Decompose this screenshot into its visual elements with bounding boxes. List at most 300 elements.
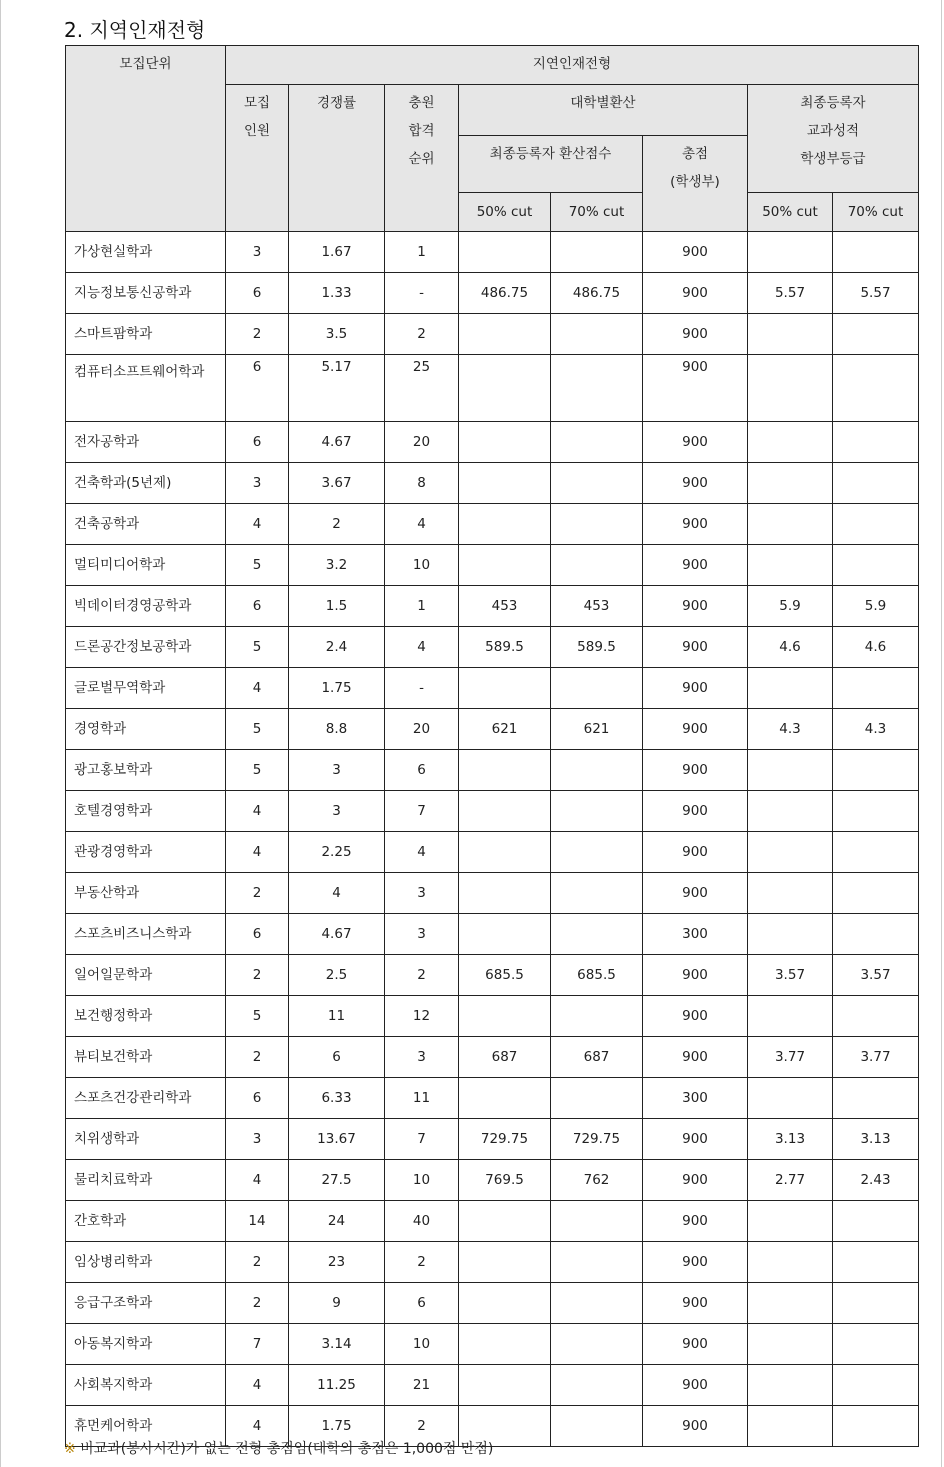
header-quota: 모집 인원	[226, 85, 289, 232]
cell-rank: 4	[385, 832, 459, 873]
cell-total: 900	[643, 750, 748, 791]
cell-quota: 14	[226, 1201, 289, 1242]
header-final-score: 최종등록자 환산점수	[459, 136, 643, 193]
cell-total: 900	[643, 791, 748, 832]
cell-score-cut50	[459, 873, 551, 914]
cell-score-cut50	[459, 355, 551, 422]
cell-quota: 5	[226, 750, 289, 791]
cell-total: 900	[643, 355, 748, 422]
cell-score-cut70	[551, 791, 643, 832]
cell-unit: 임상병리학과	[66, 1242, 226, 1283]
cell-unit: 광고홍보학과	[66, 750, 226, 791]
cell-unit: 경영학과	[66, 709, 226, 750]
table-row	[66, 832, 919, 873]
cell-unit: 빅데이터경영공학과	[66, 586, 226, 627]
table-row	[66, 586, 919, 627]
cell-rank: 6	[385, 1283, 459, 1324]
cell-score-cut50: 486.75	[459, 273, 551, 314]
cell-rate: 1.33	[289, 273, 385, 314]
cell-grade-cut70	[833, 996, 919, 1037]
cell-rank: -	[385, 668, 459, 709]
cell-total: 900	[643, 627, 748, 668]
cell-grade-cut70	[833, 873, 919, 914]
cell-rate: 2.4	[289, 627, 385, 668]
cell-rate: 1.75	[289, 668, 385, 709]
cell-rank: 10	[385, 545, 459, 586]
cell-rank: -	[385, 273, 459, 314]
cell-total: 900	[643, 463, 748, 504]
cell-unit: 컴퓨터소프트웨어학과	[66, 355, 226, 422]
header-score-cut70: 70% cut	[551, 193, 643, 232]
cell-grade-cut50	[748, 996, 833, 1037]
cell-grade-cut70	[833, 232, 919, 273]
cell-quota: 2	[226, 314, 289, 355]
table-row	[66, 232, 919, 273]
cell-total: 900	[643, 1201, 748, 1242]
cell-grade-cut50: 2.77	[748, 1160, 833, 1201]
cell-rank: 20	[385, 709, 459, 750]
cell-quota: 6	[226, 1078, 289, 1119]
cell-unit: 스마트팜학과	[66, 314, 226, 355]
cell-unit: 스포츠건강관리학과	[66, 1078, 226, 1119]
cell-grade-cut70	[833, 545, 919, 586]
cell-quota: 4	[226, 1160, 289, 1201]
table-row	[66, 1201, 919, 1242]
cell-grade-cut50	[748, 750, 833, 791]
cell-grade-cut70: 3.77	[833, 1037, 919, 1078]
header-grade-cut50: 50% cut	[748, 193, 833, 232]
cell-score-cut70: 621	[551, 709, 643, 750]
cell-rate: 3.14	[289, 1324, 385, 1365]
cell-unit: 치위생학과	[66, 1119, 226, 1160]
cell-grade-cut50	[748, 1078, 833, 1119]
cell-rate: 1.75	[289, 1406, 385, 1447]
cell-score-cut50: 589.5	[459, 627, 551, 668]
cell-rate: 8.8	[289, 709, 385, 750]
cell-score-cut70	[551, 463, 643, 504]
cell-rate: 2	[289, 504, 385, 545]
cell-score-cut70	[551, 1283, 643, 1324]
cell-rank: 2	[385, 1406, 459, 1447]
cell-grade-cut50	[748, 668, 833, 709]
cell-score-cut50	[459, 1201, 551, 1242]
cell-grade-cut70	[833, 914, 919, 955]
cell-score-cut50	[459, 914, 551, 955]
cell-rate: 4.67	[289, 422, 385, 463]
cell-rank: 11	[385, 1078, 459, 1119]
cell-grade-cut50	[748, 873, 833, 914]
table-row	[66, 545, 919, 586]
cell-unit: 가상현실학과	[66, 232, 226, 273]
cell-grade-cut50	[748, 1365, 833, 1406]
cell-total: 900	[643, 1037, 748, 1078]
cell-unit: 일어일문학과	[66, 955, 226, 996]
cell-quota: 2	[226, 1242, 289, 1283]
cell-grade-cut70: 4.6	[833, 627, 919, 668]
cell-score-cut50	[459, 545, 551, 586]
cell-score-cut70	[551, 1406, 643, 1447]
table-row	[66, 355, 919, 422]
cell-rate: 24	[289, 1201, 385, 1242]
cell-score-cut70	[551, 873, 643, 914]
cell-total: 900	[643, 1406, 748, 1447]
header-group: 지연인재전형	[226, 46, 919, 85]
cell-quota: 4	[226, 1406, 289, 1447]
header-score-cut50: 50% cut	[459, 193, 551, 232]
cell-score-cut50: 769.5	[459, 1160, 551, 1201]
cell-rank: 2	[385, 314, 459, 355]
cell-grade-cut70	[833, 355, 919, 422]
table-row	[66, 1119, 919, 1160]
cell-unit: 지능정보통신공학과	[66, 273, 226, 314]
cell-quota: 5	[226, 996, 289, 1037]
cell-unit: 건축공학과	[66, 504, 226, 545]
cell-score-cut70: 685.5	[551, 955, 643, 996]
cell-grade-cut50: 3.77	[748, 1037, 833, 1078]
cell-quota: 2	[226, 873, 289, 914]
cell-unit: 보건행정학과	[66, 996, 226, 1037]
cell-rank: 3	[385, 873, 459, 914]
cell-grade-cut50	[748, 545, 833, 586]
cell-grade-cut70: 2.43	[833, 1160, 919, 1201]
table-row	[66, 668, 919, 709]
cell-grade-cut50: 5.9	[748, 586, 833, 627]
cell-total: 900	[643, 1324, 748, 1365]
table-row	[66, 1365, 919, 1406]
cell-quota: 5	[226, 545, 289, 586]
cell-score-cut70	[551, 750, 643, 791]
header-rate: 경쟁률	[289, 85, 385, 232]
cell-unit: 사회복지학과	[66, 1365, 226, 1406]
cell-total: 900	[643, 1242, 748, 1283]
table-row	[66, 463, 919, 504]
cell-quota: 2	[226, 955, 289, 996]
cell-rank: 7	[385, 791, 459, 832]
cell-grade-cut70	[833, 1406, 919, 1447]
table-row	[66, 1078, 919, 1119]
header-total: 총점 (학생부)	[643, 136, 748, 232]
cell-score-cut50: 687	[459, 1037, 551, 1078]
cell-score-cut70	[551, 1078, 643, 1119]
cell-rate: 1.67	[289, 232, 385, 273]
cell-score-cut70	[551, 545, 643, 586]
cell-grade-cut70	[833, 1242, 919, 1283]
cell-score-cut50	[459, 1242, 551, 1283]
cell-grade-cut70	[833, 504, 919, 545]
table-row	[66, 955, 919, 996]
cell-grade-cut70	[833, 668, 919, 709]
cell-grade-cut50: 5.57	[748, 273, 833, 314]
cell-quota: 4	[226, 791, 289, 832]
cell-score-cut70: 687	[551, 1037, 643, 1078]
cell-grade-cut50	[748, 791, 833, 832]
cell-total: 300	[643, 914, 748, 955]
cell-rate: 9	[289, 1283, 385, 1324]
cell-grade-cut50	[748, 1406, 833, 1447]
table-row	[66, 422, 919, 463]
cell-total: 900	[643, 955, 748, 996]
cell-quota: 4	[226, 504, 289, 545]
header-univ-conversion: 대학별환산	[459, 85, 748, 136]
cell-score-cut50	[459, 791, 551, 832]
table-row	[66, 1242, 919, 1283]
table-row	[66, 791, 919, 832]
cell-rank: 20	[385, 422, 459, 463]
cell-quota: 4	[226, 1365, 289, 1406]
cell-unit: 간호학과	[66, 1201, 226, 1242]
cell-grade-cut70: 3.13	[833, 1119, 919, 1160]
cell-score-cut70: 589.5	[551, 627, 643, 668]
cell-score-cut50	[459, 668, 551, 709]
cell-rate: 3	[289, 750, 385, 791]
cell-score-cut50	[459, 750, 551, 791]
cell-score-cut70	[551, 668, 643, 709]
cell-unit: 응급구조학과	[66, 1283, 226, 1324]
cell-grade-cut70	[833, 1324, 919, 1365]
cell-score-cut50	[459, 314, 551, 355]
cell-grade-cut70	[833, 1283, 919, 1324]
cell-grade-cut50	[748, 1201, 833, 1242]
cell-quota: 2	[226, 1037, 289, 1078]
admission-results-table	[65, 45, 919, 1447]
cell-rank: 40	[385, 1201, 459, 1242]
cell-rank: 4	[385, 627, 459, 668]
cell-rank: 2	[385, 955, 459, 996]
reference-mark-icon: ※	[64, 1441, 76, 1457]
cell-score-cut70	[551, 1324, 643, 1365]
cell-rate: 3.5	[289, 314, 385, 355]
cell-quota: 6	[226, 586, 289, 627]
cell-total: 900	[643, 422, 748, 463]
cell-rate: 23	[289, 1242, 385, 1283]
cell-quota: 2	[226, 1283, 289, 1324]
cell-unit: 아동복지학과	[66, 1324, 226, 1365]
cell-score-cut50: 685.5	[459, 955, 551, 996]
cell-rank: 3	[385, 1037, 459, 1078]
cell-grade-cut50	[748, 1324, 833, 1365]
cell-score-cut50	[459, 996, 551, 1037]
cell-rate: 4	[289, 873, 385, 914]
cell-unit: 관광경영학과	[66, 832, 226, 873]
cell-score-cut70	[551, 355, 643, 422]
cell-total: 900	[643, 1119, 748, 1160]
cell-total: 900	[643, 709, 748, 750]
cell-grade-cut50	[748, 504, 833, 545]
cell-rank: 10	[385, 1324, 459, 1365]
cell-score-cut70	[551, 1201, 643, 1242]
cell-quota: 6	[226, 422, 289, 463]
cell-grade-cut50	[748, 232, 833, 273]
cell-unit: 전자공학과	[66, 422, 226, 463]
cell-grade-cut70	[833, 750, 919, 791]
cell-grade-cut50	[748, 914, 833, 955]
cell-grade-cut70	[833, 791, 919, 832]
cell-score-cut70	[551, 1242, 643, 1283]
cell-quota: 3	[226, 232, 289, 273]
cell-grade-cut70: 4.3	[833, 709, 919, 750]
cell-score-cut50	[459, 232, 551, 273]
cell-score-cut70	[551, 232, 643, 273]
cell-total: 900	[643, 586, 748, 627]
cell-grade-cut50	[748, 355, 833, 422]
cell-rank: 8	[385, 463, 459, 504]
cell-grade-cut50	[748, 1283, 833, 1324]
cell-score-cut50	[459, 832, 551, 873]
cell-score-cut50	[459, 1078, 551, 1119]
table-row	[66, 627, 919, 668]
cell-total: 900	[643, 668, 748, 709]
cell-grade-cut50: 4.3	[748, 709, 833, 750]
cell-rank: 7	[385, 1119, 459, 1160]
header-grade: 최종등록자 교과성적 학생부등급	[748, 85, 919, 193]
cell-unit: 드론공간정보공학과	[66, 627, 226, 668]
cell-unit: 뷰티보건학과	[66, 1037, 226, 1078]
cell-grade-cut50: 4.6	[748, 627, 833, 668]
cell-quota: 7	[226, 1324, 289, 1365]
cell-total: 900	[643, 1160, 748, 1201]
cell-grade-cut50	[748, 1242, 833, 1283]
cell-total: 900	[643, 504, 748, 545]
cell-unit: 글로벌무역학과	[66, 668, 226, 709]
cell-grade-cut50	[748, 314, 833, 355]
cell-rank: 2	[385, 1242, 459, 1283]
cell-grade-cut50	[748, 463, 833, 504]
cell-rate: 6.33	[289, 1078, 385, 1119]
cell-rate: 4.67	[289, 914, 385, 955]
table-row	[66, 996, 919, 1037]
cell-grade-cut70: 3.57	[833, 955, 919, 996]
cell-rate: 6	[289, 1037, 385, 1078]
cell-score-cut50: 621	[459, 709, 551, 750]
cell-unit: 부동산학과	[66, 873, 226, 914]
table-row	[66, 504, 919, 545]
cell-rate: 2.25	[289, 832, 385, 873]
cell-score-cut50	[459, 504, 551, 545]
cell-total: 900	[643, 314, 748, 355]
cell-rank: 3	[385, 914, 459, 955]
cell-rank: 1	[385, 586, 459, 627]
cell-unit: 건축학과(5년제)	[66, 463, 226, 504]
cell-unit: 스포츠비즈니스학과	[66, 914, 226, 955]
cell-grade-cut50	[748, 832, 833, 873]
cell-score-cut70: 762	[551, 1160, 643, 1201]
cell-rate: 1.5	[289, 586, 385, 627]
cell-grade-cut50: 3.57	[748, 955, 833, 996]
cell-grade-cut70	[833, 463, 919, 504]
cell-quota: 3	[226, 463, 289, 504]
table-row	[66, 914, 919, 955]
table-row	[66, 1037, 919, 1078]
cell-grade-cut50: 3.13	[748, 1119, 833, 1160]
footnote: ※ 비교과(봉사시간)가 없는 전형 총점임(대학의 총점은 1,000점 만점)	[64, 1441, 494, 1457]
table-row	[66, 709, 919, 750]
cell-grade-cut50	[748, 422, 833, 463]
cell-rate: 5.17	[289, 355, 385, 422]
cell-rate: 3.2	[289, 545, 385, 586]
cell-score-cut50: 453	[459, 586, 551, 627]
cell-total: 300	[643, 1078, 748, 1119]
cell-grade-cut70	[833, 314, 919, 355]
cell-total: 900	[643, 273, 748, 314]
cell-score-cut70	[551, 914, 643, 955]
cell-score-cut70	[551, 832, 643, 873]
cell-grade-cut70	[833, 832, 919, 873]
cell-score-cut50	[459, 1283, 551, 1324]
header-unit: 모집단위	[66, 46, 226, 232]
cell-score-cut70: 486.75	[551, 273, 643, 314]
cell-score-cut50	[459, 1324, 551, 1365]
cell-rank: 6	[385, 750, 459, 791]
cell-total: 900	[643, 1365, 748, 1406]
cell-quota: 6	[226, 914, 289, 955]
table-row	[66, 1283, 919, 1324]
cell-rate: 13.67	[289, 1119, 385, 1160]
cell-rank: 10	[385, 1160, 459, 1201]
cell-score-cut50: 729.75	[459, 1119, 551, 1160]
cell-score-cut50	[459, 1365, 551, 1406]
section-title: 2. 지역인재전형	[64, 18, 206, 42]
cell-rank: 21	[385, 1365, 459, 1406]
cell-score-cut70	[551, 504, 643, 545]
cell-grade-cut70	[833, 422, 919, 463]
cell-rank: 4	[385, 504, 459, 545]
cell-score-cut70	[551, 1365, 643, 1406]
cell-total: 900	[643, 873, 748, 914]
table-row	[66, 1324, 919, 1365]
cell-rank: 25	[385, 355, 459, 422]
cell-unit: 멀티미디어학과	[66, 545, 226, 586]
cell-rate: 2.5	[289, 955, 385, 996]
cell-total: 900	[643, 232, 748, 273]
cell-quota: 3	[226, 1119, 289, 1160]
table-row	[66, 873, 919, 914]
cell-grade-cut70	[833, 1078, 919, 1119]
cell-quota: 5	[226, 627, 289, 668]
cell-rate: 11.25	[289, 1365, 385, 1406]
cell-rate: 3	[289, 791, 385, 832]
cell-grade-cut70	[833, 1201, 919, 1242]
cell-rank: 1	[385, 232, 459, 273]
header-rank: 충원 합격 순위	[385, 85, 459, 232]
table-row	[66, 314, 919, 355]
table-row	[66, 750, 919, 791]
cell-rate: 27.5	[289, 1160, 385, 1201]
cell-quota: 6	[226, 273, 289, 314]
cell-score-cut70: 729.75	[551, 1119, 643, 1160]
cell-rate: 3.67	[289, 463, 385, 504]
cell-quota: 4	[226, 668, 289, 709]
cell-quota: 5	[226, 709, 289, 750]
cell-grade-cut70: 5.9	[833, 586, 919, 627]
cell-total: 900	[643, 832, 748, 873]
cell-score-cut70	[551, 422, 643, 463]
cell-total: 900	[643, 1283, 748, 1324]
table-row	[66, 1160, 919, 1201]
cell-quota: 4	[226, 832, 289, 873]
cell-score-cut50	[459, 422, 551, 463]
cell-rate: 11	[289, 996, 385, 1037]
cell-score-cut70	[551, 996, 643, 1037]
cell-score-cut70	[551, 314, 643, 355]
cell-grade-cut70	[833, 1365, 919, 1406]
cell-rank: 12	[385, 996, 459, 1037]
cell-unit: 물리치료학과	[66, 1160, 226, 1201]
cell-unit: 휴먼케어학과	[66, 1406, 226, 1447]
cell-score-cut50	[459, 463, 551, 504]
cell-quota: 6	[226, 355, 289, 422]
header-grade-cut70: 70% cut	[833, 193, 919, 232]
cell-total: 900	[643, 996, 748, 1037]
